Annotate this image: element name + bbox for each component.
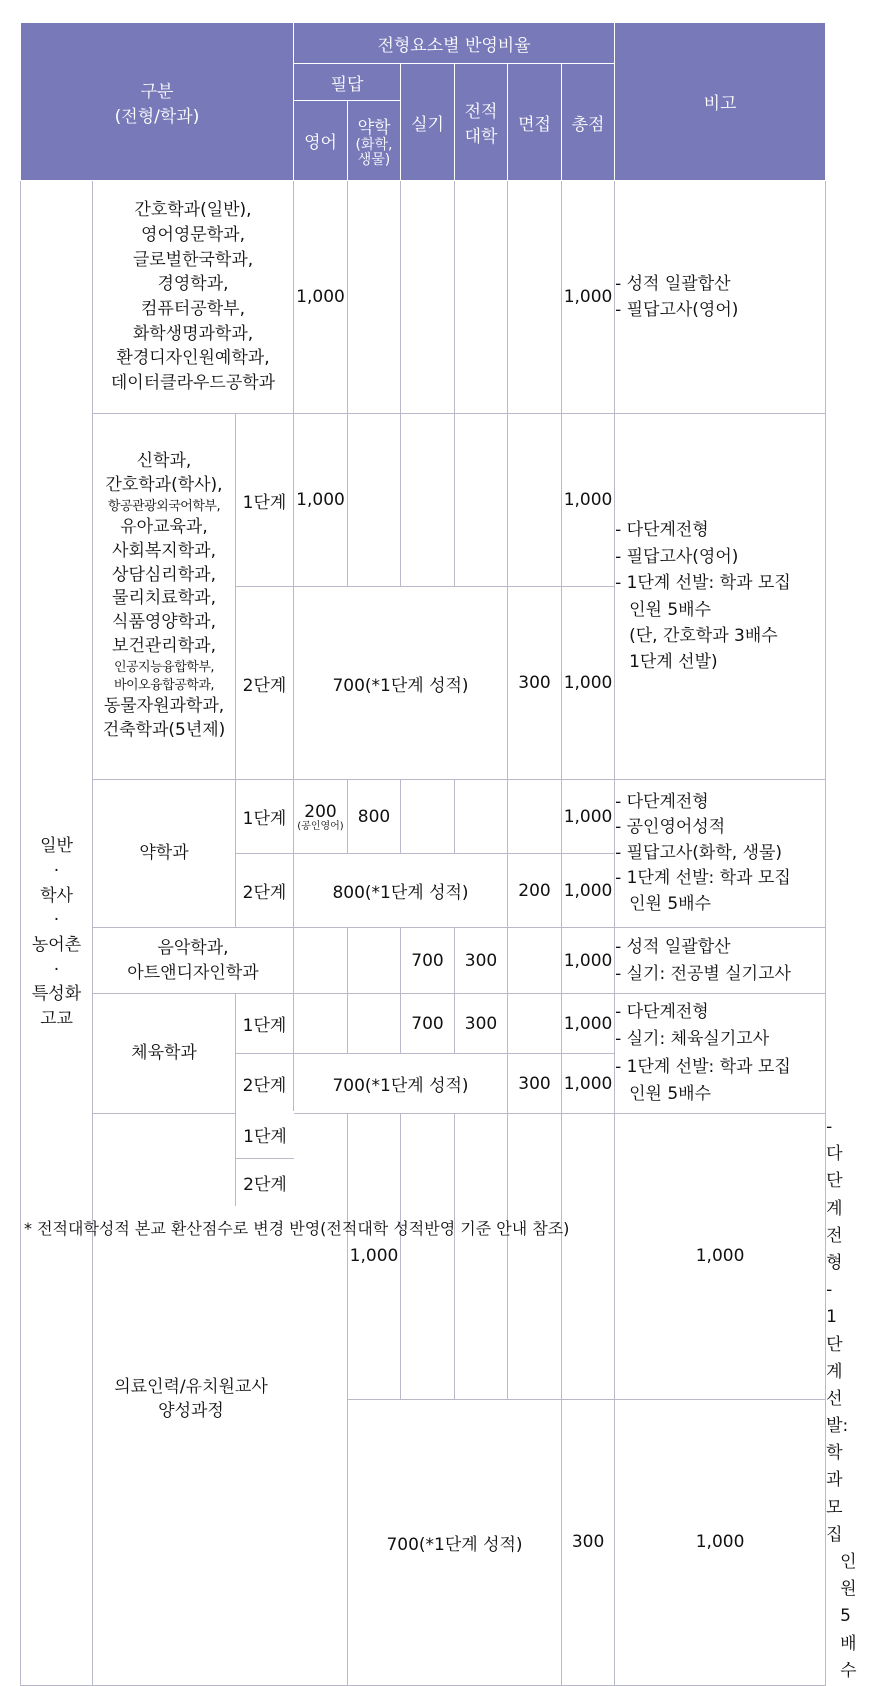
- r2-stage2-interview: 300: [508, 587, 562, 780]
- header-category: 구분 (전형/학과): [21, 23, 294, 181]
- r2-stage2-total: 1,000: [562, 587, 615, 780]
- r4-transfer: 300: [455, 928, 508, 994]
- r5-stage1-label: 1단계: [236, 994, 294, 1054]
- r3-stage1-english: 200 (공인영어): [294, 780, 348, 854]
- r4-practical: 700: [401, 928, 455, 994]
- r1-total: 1,000: [562, 181, 615, 414]
- header-total: 총점: [562, 64, 615, 181]
- header-practical: 실기: [401, 64, 455, 181]
- admission-ratio-table: 구분 (전형/학과) 전형요소별 반영비율 비고 필답 실기 전적 대학 면접 총점 영어 약학 (화학, 생물) 일반 · 학사 · 농어촌 · 특성화 고교 간호학과(일반), 영어영문학과, 글로벌한국학과, 경영학과, 컴퓨터공학부, 화학생명과학과, 환경디자인원예학과, 데이터클라우드공학과 1,000 1,000 - 성적 일괄합산 - 필답고사(영어) 신학과, 간호학과(학사), 항공관광외국어학부, 유아교육과, 사회복지학과, 상담심리학과, 물리치료학과, 식품영양학과, 보건관리학과, 인공지능융합학부, 바이오융합공학과, 동물자원과학과, 건축학과(5년제) 1단계 1,000 1,000 - 다단계전형 - 필답고사(영어) - 1단계 선발: 학과 모집 인원 5배수 (단, 간호학과 3배수 1단계 선발) 2단계 700(*1단계 성적) 300 1,000 약학과 1단계 200 (공인영어) 800 1,000 - 다단계전형 - 공인영어성적 - 필답고사(화학, 생물) - 1단계 선발: 학과 모집 인원 5배수 2단계 800(*1단계 성적) 200 1,000 음악학과, 아트앤디자인학과 700 300 1,000 - 성적 일괄합산 - 실기: 전공별 실기고사 체육학과 1단계 700 300 1,000 - 다단계전형 - 실기: 체육실기고사 - 1단계 선발: 학과 모집 인원 5배수 2단계 700(*1단계 성적) 300 1,000 의료인력/유치원교사 양성과정 1,000 1,000 - 다단계전형 - 1단계 선발: 학과 모집 인원 5배수 700(*1단계 성적) 300 1,000: [20, 22, 826, 1686]
- r2-stage2-label: 2단계: [236, 587, 294, 780]
- header-english: 영어: [294, 101, 348, 181]
- r3-stage1-pharm: 800: [348, 780, 401, 854]
- r3-stage1-total: 1,000: [562, 780, 615, 854]
- r1-depts: 간호학과(일반), 영어영문학과, 글로벌한국학과, 경영학과, 컴퓨터공학부, 화학생명과학과, 환경디자인원예학과, 데이터클라우드공학과: [93, 181, 294, 414]
- header-transfer: 전적 대학: [455, 64, 508, 181]
- r4-total: 1,000: [562, 928, 615, 994]
- r2-notes: - 다단계전형 - 필답고사(영어) - 1단계 선발: 학과 모집 인원 5배수 (단, 간호학과 3배수 1단계 선발): [615, 414, 826, 780]
- r2-stage1-english: 1,000: [294, 414, 348, 587]
- r6-stage2-label: 2단계: [236, 1159, 294, 1206]
- header-ratio-group: 전형요소별 반영비율: [294, 23, 615, 64]
- r6-depts: 의료인력/유치원교사 양성과정: [93, 1114, 348, 1686]
- r6-stage1-total: 1,000: [615, 1114, 826, 1400]
- r5-stage1-practical: 700: [401, 994, 455, 1054]
- r5-stage2-merged: 700(*1단계 성적): [294, 1054, 508, 1114]
- header-interview: 면접: [508, 64, 562, 181]
- r6-stage2-interview: 300: [562, 1399, 615, 1685]
- header-written: 필답: [294, 64, 401, 101]
- r5-stage1-transfer: 300: [455, 994, 508, 1054]
- r5-dept: 체육학과: [93, 994, 236, 1114]
- r5-stage1-total: 1,000: [562, 994, 615, 1054]
- r3-dept: 약학과: [93, 780, 236, 928]
- r5-notes: - 다단계전형 - 실기: 체육실기고사 - 1단계 선발: 학과 모집 인원 5배수: [615, 994, 826, 1114]
- r6-stage2-merged: 700(*1단계 성적): [348, 1399, 562, 1685]
- r6-stage1-english: 1,000: [348, 1114, 401, 1400]
- r2-stage1-label: 1단계: [236, 414, 294, 587]
- group-label: 일반 · 학사 · 농어촌 · 특성화 고교: [21, 181, 93, 1686]
- r5-stage2-label: 2단계: [236, 1054, 294, 1114]
- r3-stage1-label: 1단계: [236, 780, 294, 854]
- r2-stage2-merged: 700(*1단계 성적): [294, 587, 508, 780]
- r5-stage2-interview: 300: [508, 1054, 562, 1114]
- footnote: * 전적대학성적 본교 환산점수로 변경 반영(전적대학 성적반영 기준 안내 참조): [24, 1219, 570, 1238]
- r5-stage2-total: 1,000: [562, 1054, 615, 1114]
- r1-english: 1,000: [294, 181, 348, 414]
- r3-stage2-total: 1,000: [562, 854, 615, 928]
- r4-notes: - 성적 일괄합산 - 실기: 전공별 실기고사: [615, 928, 826, 994]
- header-remarks: 비고: [615, 23, 826, 181]
- r6-stage1-text: 1단계: [236, 1111, 294, 1159]
- header-pharm: 약학 (화학, 생물): [348, 101, 401, 181]
- r3-notes: - 다단계전형 - 공인영어성적 - 필답고사(화학, 생물) - 1단계 선발: 학과 모집 인원 5배수: [615, 780, 826, 928]
- r1-notes: - 성적 일괄합산 - 필답고사(영어): [615, 181, 826, 414]
- r6-stage2-total: 1,000: [615, 1399, 826, 1685]
- r2-stage1-total: 1,000: [562, 414, 615, 587]
- r6-stage-labels: [235, 1111, 294, 1206]
- r3-stage2-merged: 800(*1단계 성적): [294, 854, 508, 928]
- r3-stage2-interview: 200: [508, 854, 562, 928]
- r2-depts: 신학과, 간호학과(학사), 항공관광외국어학부, 유아교육과, 사회복지학과, 상담심리학과, 물리치료학과, 식품영양학과, 보건관리학과, 인공지능융합학부, 바이오융합공학과, 동물자원과학과, 건축학과(5년제): [93, 414, 236, 780]
- r4-depts: 음악학과, 아트앤디자인학과: [93, 928, 294, 994]
- r3-stage2-label: 2단계: [236, 854, 294, 928]
